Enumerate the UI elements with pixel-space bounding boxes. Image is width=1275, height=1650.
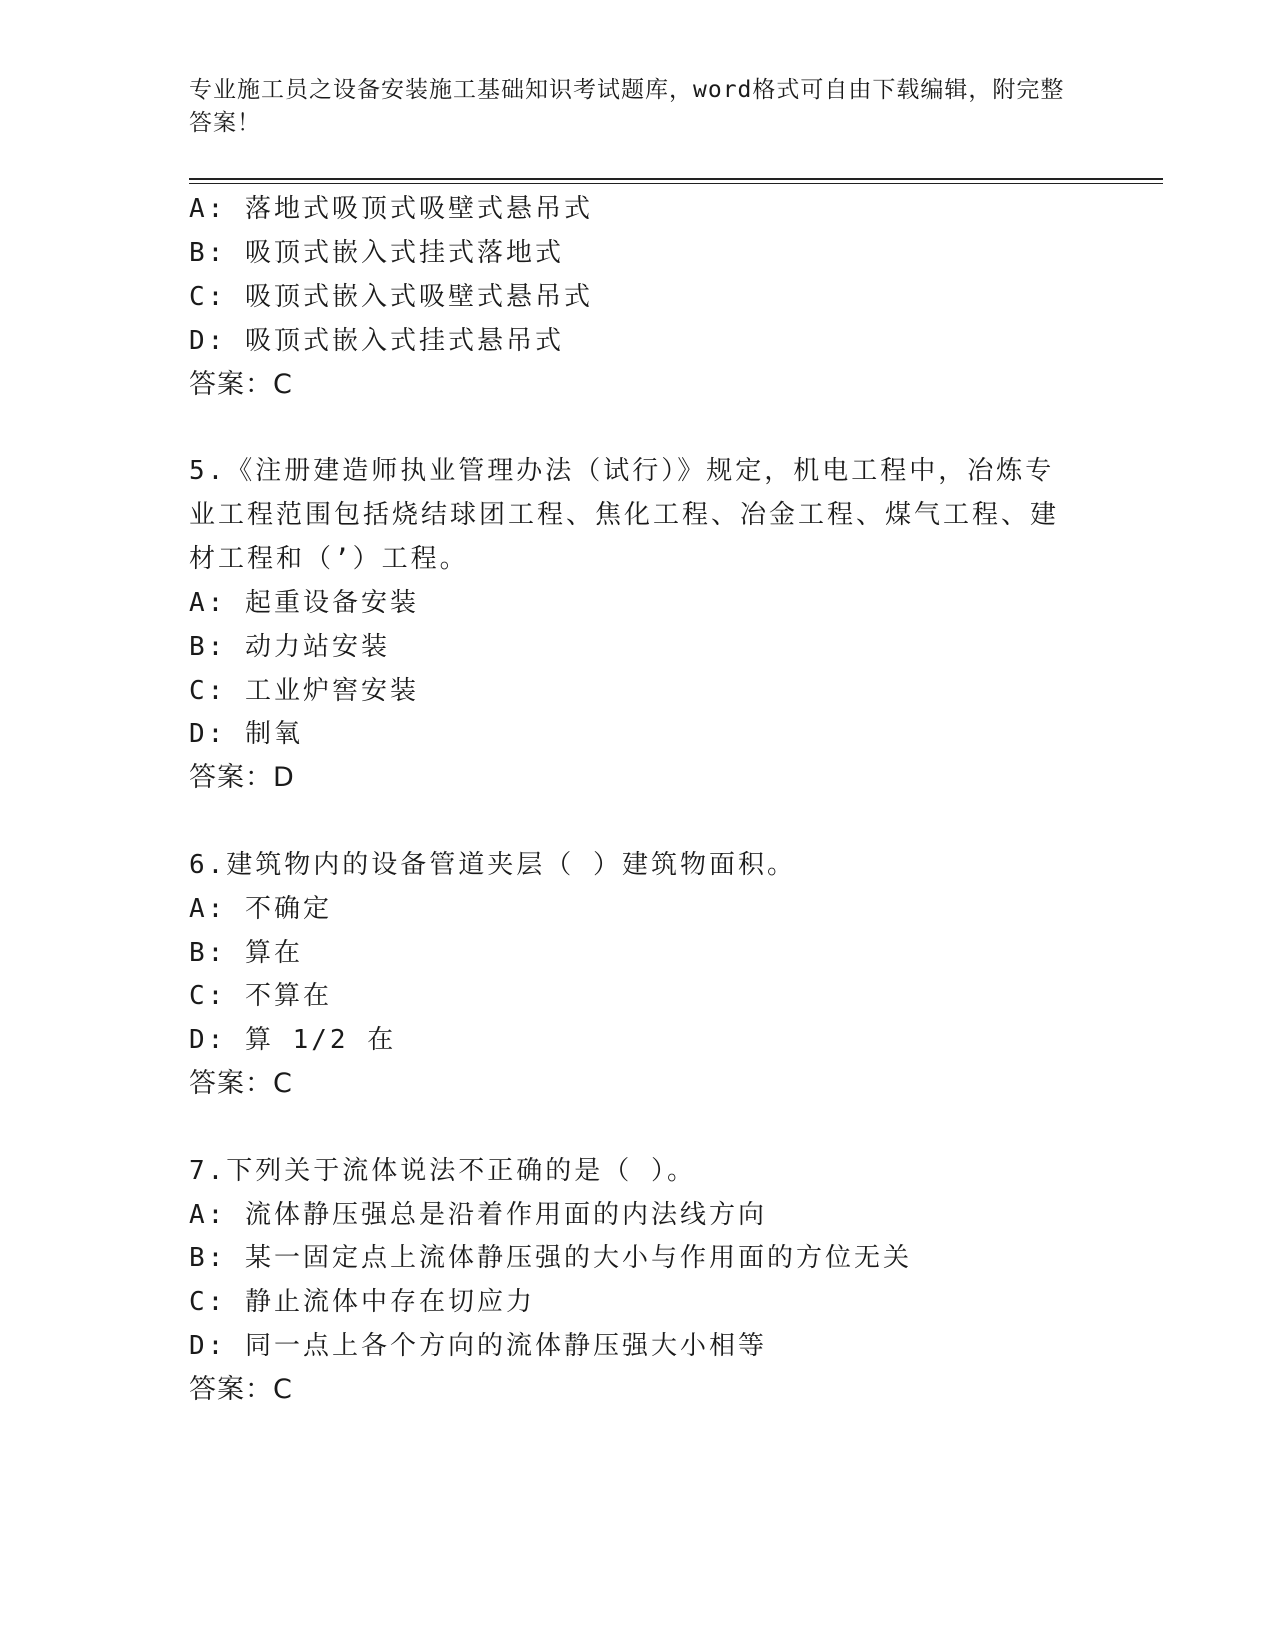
option-b: B: 动力站安装 bbox=[189, 632, 390, 662]
option-d: D: 吸顶式嵌入式挂式悬吊式 bbox=[189, 326, 564, 356]
option-d: D: 算 1/2 在 bbox=[189, 1025, 397, 1055]
option-a: A: 起重设备安装 bbox=[189, 588, 419, 618]
option-d: D: 同一点上各个方向的流体静压强大小相等 bbox=[189, 1331, 767, 1361]
answer-label: 答案：C bbox=[189, 1068, 293, 1099]
answer-label: 答案：D bbox=[189, 762, 295, 793]
header-divider-thin bbox=[189, 183, 1163, 184]
option-b: B: 算在 bbox=[189, 938, 303, 968]
document-header: 专业施工员之设备安装施工基础知识考试题库，word格式可自由下载编辑，附完整答案！ bbox=[189, 77, 1065, 136]
question-text-line: 5.《注册建造师执业管理办法（试行）》规定，机电工程中，冶炼专 bbox=[189, 456, 1055, 486]
option-d: D: 制氧 bbox=[189, 719, 303, 749]
question-text-line: 业工程范围包括烧结球团工程、焦化工程、冶金工程、煤气工程、建 bbox=[189, 500, 1060, 530]
option-c: C: 静止流体中存在切应力 bbox=[189, 1287, 535, 1317]
answer-label: 答案：C bbox=[189, 1374, 293, 1405]
header-divider-thick bbox=[189, 178, 1163, 180]
option-b: B: 某一固定点上流体静压强的大小与作用面的方位无关 bbox=[189, 1243, 912, 1273]
question-text-line: 7.下列关于流体说法不正确的是（ ）。 bbox=[189, 1156, 696, 1186]
option-c: C: 工业炉窖安装 bbox=[189, 676, 419, 706]
option-a: A: 流体静压强总是沿着作用面的内法线方向 bbox=[189, 1200, 767, 1230]
question-text-line: 6.建筑物内的设备管道夹层（ ）建筑物面积。 bbox=[189, 850, 796, 880]
option-b: B: 吸顶式嵌入式挂式落地式 bbox=[189, 238, 564, 268]
option-c: C: 不算在 bbox=[189, 981, 332, 1011]
option-a: A: 不确定 bbox=[189, 894, 332, 924]
answer-label: 答案：C bbox=[189, 369, 293, 400]
option-a: A: 落地式吸顶式吸壁式悬吊式 bbox=[189, 194, 593, 224]
option-c: C: 吸顶式嵌入式吸壁式悬吊式 bbox=[189, 282, 593, 312]
question-text-line: 材工程和（’）工程。 bbox=[189, 544, 469, 574]
